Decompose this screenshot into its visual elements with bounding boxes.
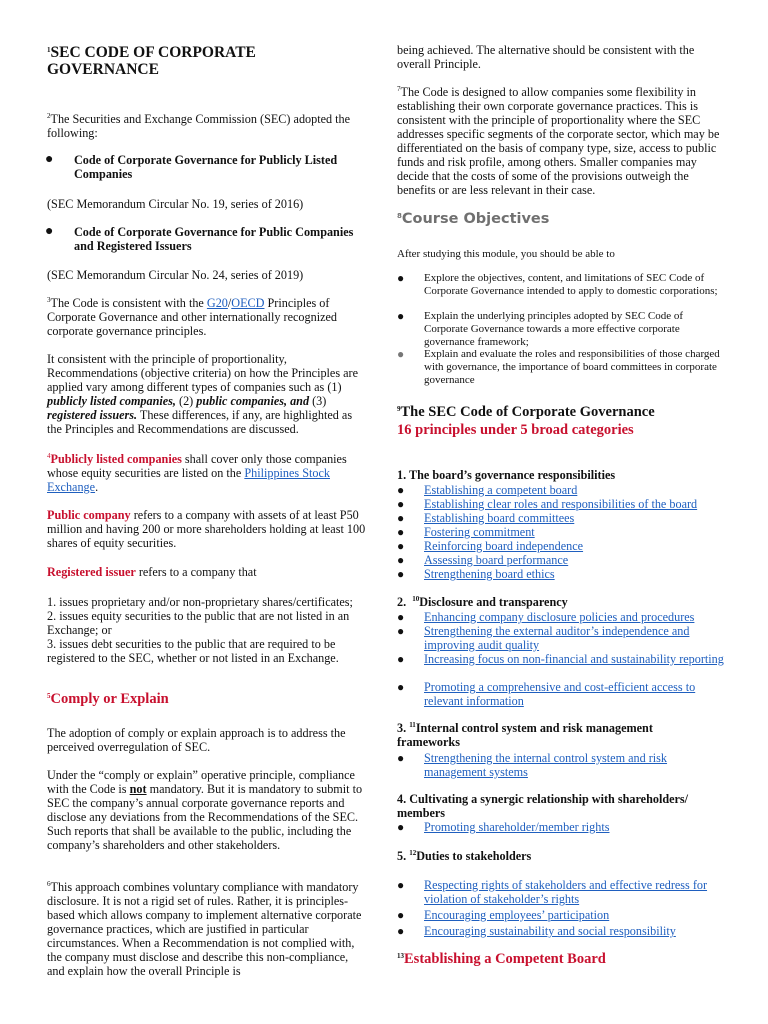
bullet-icon: ● — [397, 820, 405, 834]
principle-link[interactable]: Strengthening the internal control system and risk management systems — [424, 751, 668, 779]
principle-link[interactable]: Strengthening board ethics — [424, 567, 555, 581]
list-item — [397, 567, 727, 581]
list-item: 2. issues equity securities to the public that are not listed in an Exchange; or — [47, 609, 350, 637]
objectives-intro: After studying this module, you should be able to — [397, 248, 615, 260]
bullet-icon: ● — [397, 309, 405, 323]
course-objectives-heading: $^8$Course Objectives — [397, 211, 550, 227]
bullet-icon: ● — [397, 553, 405, 567]
list-item — [397, 539, 727, 553]
list-item: ● Explain the underlying principles adopted by SEC Code of Corporate Governance towards a more effective corporate governance framework; — [397, 309, 684, 348]
pse-link[interactable]: Philippines Stock Exchange — [47, 466, 330, 494]
principle-link[interactable]: Strengthening the external auditor’s independence and improving audit quality — [424, 624, 690, 652]
list-item: 1. issues proprietary and/or non-proprietary shares/certificates; — [47, 595, 353, 609]
oecd-link[interactable]: OECD — [231, 296, 265, 310]
code-item-1-ref: (SEC Memorandum Circular No. 19, series of 2016) — [47, 197, 304, 211]
list-item — [397, 610, 727, 624]
category-5-list — [397, 878, 727, 938]
intro-paragraph: $^2$The Securities and Exchange Commission (SEC) adopted the following: — [47, 112, 351, 140]
list-item — [397, 908, 727, 924]
g20-link[interactable]: G20 — [206, 296, 228, 310]
principle-link[interactable]: Establishing clear roles and responsibilities of the board — [424, 497, 698, 511]
bullet-icon: ● — [397, 924, 405, 938]
paragraph-comply-approach: The adoption of comply or explain approach is to address the perceived overregulation of SEC. — [47, 726, 346, 754]
principle-link[interactable]: Increasing focus on non-financial and sustainability reporting — [424, 652, 724, 666]
category-3-list — [397, 751, 727, 779]
competent-board-heading: $^{13}$Establishing a Competent Board — [397, 951, 606, 967]
list-item — [397, 751, 727, 779]
list-item — [397, 553, 727, 567]
category-4-list — [397, 820, 727, 834]
category-4-heading: 4. Cultivating a synergic relationship with shareholders/ members — [397, 792, 689, 820]
bullet-icon: ● — [397, 511, 405, 525]
list-item — [397, 624, 727, 652]
paragraph-operative-principle: Under the “comply or explain” operative principle, compliance with the Code is not mandatory. But it is mandatory to submit to SEC the company’s annual corporate governance reports and disclose any deviations from the Recommendations of the SEC. Such reports that shall be available to the public, including the company’s shareholders and other stakeholders. — [47, 768, 363, 852]
bullet-icon: ● — [397, 878, 405, 892]
paragraph-g20: $^3$The Code is consistent with the G20/OECD Principles of Corporate Governance and other internationally recognized corporate governance principles. — [47, 296, 338, 338]
code-item-2: ● Code of Corporate Governance for Public Companies and Registered Issuers — [45, 224, 354, 253]
principle-link[interactable]: Establishing board committees — [424, 511, 575, 525]
paragraph-publicly-listed: $^4$Publicly listed companies shall cover only those companies whose equity securities are listed on the Philippines Stock Exchange. — [47, 452, 347, 494]
principle-link[interactable]: Fostering commitment — [424, 525, 535, 539]
list-item — [397, 483, 727, 497]
category-5-heading: 5. $^{12}$Duties to stakeholders — [397, 849, 532, 863]
bullet-icon: ● — [397, 624, 405, 638]
bullet-icon: ● — [397, 908, 405, 922]
bullet-icon: ● — [397, 539, 405, 553]
list-item — [397, 820, 727, 834]
comply-explain-heading: $^5$Comply or Explain — [47, 691, 169, 707]
bullet-icon: ● — [397, 347, 405, 361]
bullet-icon: ● — [397, 271, 405, 285]
principle-link[interactable]: Encouraging sustainability and social responsibility — [424, 924, 676, 938]
principle-link[interactable]: Enhancing company disclosure policies and procedures — [424, 610, 695, 624]
bullet-icon: ● — [397, 652, 405, 666]
list-item — [397, 924, 727, 938]
paragraph-registered-issuer: Registered issuer refers to a company that — [47, 565, 257, 579]
list-item: ● Explore the objectives, content, and limitations of SEC Code of Corporate Governance intended to apply to domestic corporations; — [397, 271, 718, 297]
code-heading: $^9$The SEC Code of Corporate Governance — [397, 404, 655, 420]
bullet-icon: ● — [397, 567, 405, 581]
category-2-heading: 2. $^{10}$Disclosure and transparency — [397, 595, 568, 609]
list-item — [397, 497, 727, 511]
paragraph-flexibility: $^7$The Code is designed to allow companies some flexibility in establishing their own corporate governance practices. This is consistent with the principle of proportionality where the SEC addresses specific segments of the corporate sector, which may be differentiated on the basis of company type, size, access to public funds and risk profile, among others. Smaller companies may decide that the costs of some of the provisions outweigh the benefits or are less relevant in their case. — [397, 85, 720, 197]
principle-link[interactable]: Encouraging employees’ participation — [424, 908, 610, 922]
page-title: $^1$SEC CODE OF CORPORATE GOVERNANCE — [47, 44, 256, 78]
list-item — [397, 680, 727, 708]
list-item: 3. issues debt securities to the public that are required to be registered to the SEC, whether or not listed in an Exchange. — [47, 637, 339, 665]
continued-paragraph: being achieved. The alternative should be consistent with the overall Principle. — [397, 43, 695, 71]
principle-link[interactable]: Promoting shareholder/member rights — [424, 820, 610, 834]
list-item — [397, 525, 727, 539]
list-item — [397, 878, 727, 908]
code-item-2-ref: (SEC Memorandum Circular No. 24, series of 2019) — [47, 268, 304, 282]
objectives-list — [397, 272, 727, 386]
bullet-icon: ● — [397, 497, 405, 511]
bullet-icon: ● — [397, 680, 405, 694]
principle-link[interactable]: Reinforcing board independence — [424, 539, 584, 553]
category-1-list — [397, 483, 727, 581]
bullet-icon: ● — [397, 751, 405, 765]
bullet-icon: ● — [397, 525, 405, 539]
category-2-list — [397, 610, 727, 708]
bullet-icon: ● — [397, 483, 405, 497]
list-item — [397, 652, 727, 680]
list-item: ● Explain and evaluate the roles and responsibilities of those charged with governance, the importance of board committees in corporate governance — [397, 347, 720, 386]
principle-link[interactable]: Establishing a competent board — [424, 483, 578, 497]
principle-link[interactable]: Assessing board performance — [424, 553, 569, 567]
paragraph-public-company: Public company refers to a company with assets of at least P50 million and having 200 or more shareholders holding at least 100 shares of equity securities. — [47, 508, 366, 550]
code-item-1: ● Code of Corporate Governance for Publicly Listed Companies — [45, 152, 338, 181]
issuer-list — [47, 595, 367, 665]
category-1-heading: 1. The board’s governance responsibilities — [397, 468, 616, 482]
bullet-icon: ● — [397, 610, 405, 624]
code-subheading: 16 principles under 5 broad categories — [397, 422, 634, 438]
principle-link[interactable]: Promoting a comprehensive and cost-efficient access to relevant information — [424, 680, 696, 708]
paragraph-proportionality: It consistent with the principle of proportionality, Recommendations (objective criteria) on how the Principles are applied vary among different types of companies such as (1) publicly listed companies, (2) public companies, and (3) registered issuers. These differences, if any, are highlighted as the Principles and Recommendations are discussed. — [47, 352, 359, 436]
paragraph-voluntary-compliance: $^6$This approach combines voluntary compliance with mandatory disclosure. It is not a rigid set of rules. Rather, it is principles-based which allows company to implement alternative corporate governance practices, which are justified in particular circumstances. When a Recommendation is not complied with, the company must disclose and describe this non-compliance, and explain how the overall Principle is — [47, 880, 362, 978]
category-3-heading: 3. $^{11}$Internal control system and risk management frameworks — [397, 721, 653, 749]
list-item — [397, 511, 727, 525]
bullet-icon: ● — [45, 224, 54, 239]
principle-link[interactable]: Respecting rights of stakeholders and effective redress for violation of stakeholder’s rights — [424, 878, 708, 906]
bullet-icon: ● — [45, 152, 54, 167]
